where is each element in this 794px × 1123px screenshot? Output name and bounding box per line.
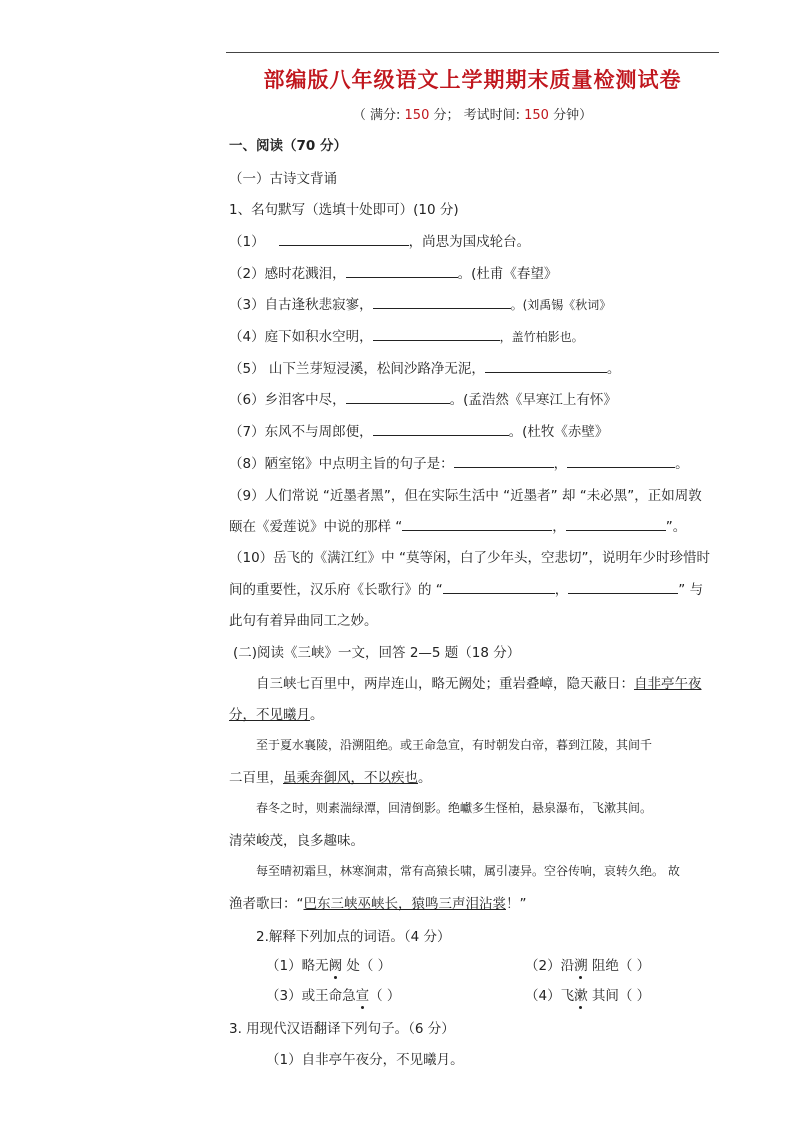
passage-text: 二百里， (229, 770, 283, 786)
item-6-source: 。(孟浩然《早寒江上有怀》 (449, 392, 617, 408)
q2-item-3 (266, 984, 400, 1004)
answer-blank[interactable] (346, 389, 450, 404)
exam-info-mid: 分； 考试时间: (429, 108, 525, 123)
item-9-line-1: （9）人们常说 “近墨者黑”，但在实际生活中 “近墨者” 却 “未必黑”，正如周敦 (229, 488, 702, 504)
q2-item-4-text: （4）飞 (525, 988, 575, 1004)
item-2 (229, 262, 557, 282)
q2-item-1-bracket[interactable]: 处（ ） (342, 958, 392, 974)
answer-blank[interactable] (402, 516, 552, 531)
answer-blank[interactable] (566, 516, 666, 531)
passage-paragraph-4-cont (229, 892, 527, 912)
answer-blank[interactable] (567, 453, 675, 468)
item-5-text: （5） 山下兰芽短浸溪，松间沙路净无泥， (229, 361, 485, 377)
question-1-heading: 1、名句默写（选填十处即可）(10 分) (229, 202, 459, 218)
item-7-source: 。(杜牧《赤壁》 (508, 424, 609, 440)
q2-item-4-bracket[interactable]: 其间（ ） (587, 988, 651, 1004)
item-8 (229, 452, 689, 472)
q2-item-1 (266, 954, 391, 974)
answer-blank[interactable] (454, 453, 554, 468)
item-3 (229, 293, 611, 313)
passage-text: 。 (310, 707, 324, 723)
item-4 (229, 325, 584, 345)
passage-paragraph-1-cont (229, 703, 324, 723)
passage-paragraph-1 (256, 672, 702, 692)
underlined-sentence: 分，不见曦月 (229, 707, 310, 723)
item-9-sep: ， (552, 519, 566, 535)
item-4-text-end: ，盖竹柏影也。 (499, 330, 584, 344)
question-3-heading: 3. 用现代汉语翻译下列句子。（6 分） (229, 1021, 455, 1037)
item-10-sep: ， (554, 582, 569, 598)
answer-blank[interactable] (279, 231, 409, 246)
item-8-sep: ， (553, 456, 568, 472)
q2-item-3-bracket[interactable]: （ ） (369, 988, 401, 1004)
item-7-text: （7）东风不与周郎便， (229, 424, 373, 440)
q3-sentence-1: （1）自非亭午夜分，不见曦月。 (266, 1052, 464, 1068)
answer-blank[interactable] (346, 263, 458, 278)
item-10-line-2 (229, 578, 703, 598)
underlined-sentence: 虽乘奔御风，不以疾也 (283, 770, 418, 786)
q2-item-3-text: （3）或王命急 (266, 988, 356, 1004)
part1-heading: （一）古诗文背诵 (229, 171, 337, 187)
item-9-line-2 (229, 515, 686, 535)
q2-item-2-bracket[interactable]: 阻绝（ ） (587, 958, 651, 974)
item-7 (229, 420, 608, 440)
item-1 (229, 230, 530, 250)
item-2-source: 。(杜甫《春望》 (457, 266, 558, 282)
item-6 (229, 388, 617, 408)
dotted-word: 宣 (355, 988, 370, 1004)
passage-text: 。 (418, 770, 432, 786)
header-rule (226, 52, 719, 53)
answer-blank[interactable] (373, 326, 500, 341)
item-9-end: ”。 (665, 519, 687, 535)
item-1-text: ，尚思为国戍轮台。 (408, 234, 531, 250)
passage-paragraph-3-cont: 清荣峻茂，良多趣味。 (229, 833, 364, 849)
underlined-sentence: 自非亭午夜 (634, 676, 702, 692)
passage-text: 渔者歌曰：“ (229, 896, 304, 912)
item-4-text: （4）庭下如积水空明， (229, 329, 373, 345)
item-10-line-1: （10）岳飞的《满江红》中 “莫等闲，白了少年头，空悲切”，说明年少时珍惜时 (229, 550, 710, 566)
item-3-text: （3）自古逢秋悲寂寥， (229, 297, 373, 313)
answer-blank[interactable] (485, 358, 607, 373)
answer-blank[interactable] (443, 579, 555, 594)
dotted-word: 阙 (328, 958, 343, 974)
passage-text: ！” (506, 896, 527, 912)
q2-item-2 (525, 954, 650, 974)
passage-paragraph-4: 每至晴初霜旦，林寒涧肃，常有高猿长啸，属引凄异。空谷传响，哀转久绝。 故 (256, 864, 680, 878)
item-6-text: （6）乡泪客中尽， (229, 392, 346, 408)
answer-blank[interactable] (373, 294, 511, 309)
dotted-word: 溯 (574, 958, 588, 974)
underlined-sentence: 巴东三峡巫峡长，猿鸣三声泪沾裳 (303, 896, 506, 912)
item-5 (229, 357, 620, 377)
item-10-end: ” 与 (678, 582, 704, 598)
answer-blank[interactable] (568, 579, 678, 594)
exam-info (226, 104, 719, 123)
item-1-number: （1） (229, 234, 265, 250)
page-title: 部编版八年级语文上学期期末质量检测试卷 (263, 68, 682, 92)
passage-paragraph-3: 春冬之时，则素湍绿潭，回清倒影。绝巘多生怪柏，悬泉瀑布，飞漱其间。 (256, 801, 653, 815)
section-heading: 一、阅读（70 分） (229, 138, 347, 154)
item-3-source: 。(刘禹锡《秋词》 (510, 298, 612, 312)
item-10-text: 间的重要性，汉乐府《长歌行》的 “ (229, 582, 443, 598)
exam-time: 150 (524, 108, 549, 123)
q2-item-4 (525, 984, 650, 1004)
item-2-text: （2）感时花溅泪， (229, 266, 346, 282)
item-5-end: 。 (606, 361, 621, 377)
question-2-heading: 2.解释下列加点的词语。（4 分） (256, 929, 451, 945)
passage-text: 自三峡七百里中，两岸连山，略无阙处；重岩叠嶂，隐天蔽日： (256, 676, 634, 692)
passage-paragraph-2-cont (229, 766, 432, 786)
item-10-line-3: 此句有着异曲同工之妙。 (229, 613, 378, 629)
full-score: 150 (404, 108, 430, 123)
answer-blank[interactable] (373, 421, 509, 436)
q2-item-2-text: （2）沿 (525, 958, 575, 974)
passage-paragraph-2: 至于夏水襄陵，沿溯阻绝。或王命急宣，有时朝发白帝，暮到江陵，其间千 (256, 738, 653, 752)
exam-info-open: （ 满分: (352, 108, 405, 123)
dotted-word: 漱 (574, 988, 588, 1004)
item-8-end: 。 (675, 456, 689, 472)
exam-info-close: 分钟） (548, 108, 593, 123)
item-8-text: （8）陋室铭》中点明主旨的句子是： (229, 456, 454, 472)
q2-item-1-text: （1）略无 (266, 958, 329, 974)
item-9-text: 颐在《爱莲说》中说的那样 “ (229, 519, 403, 535)
part2-heading: (二)阅读《三峡》一文，回答 2—5 题（18 分） (233, 645, 521, 661)
